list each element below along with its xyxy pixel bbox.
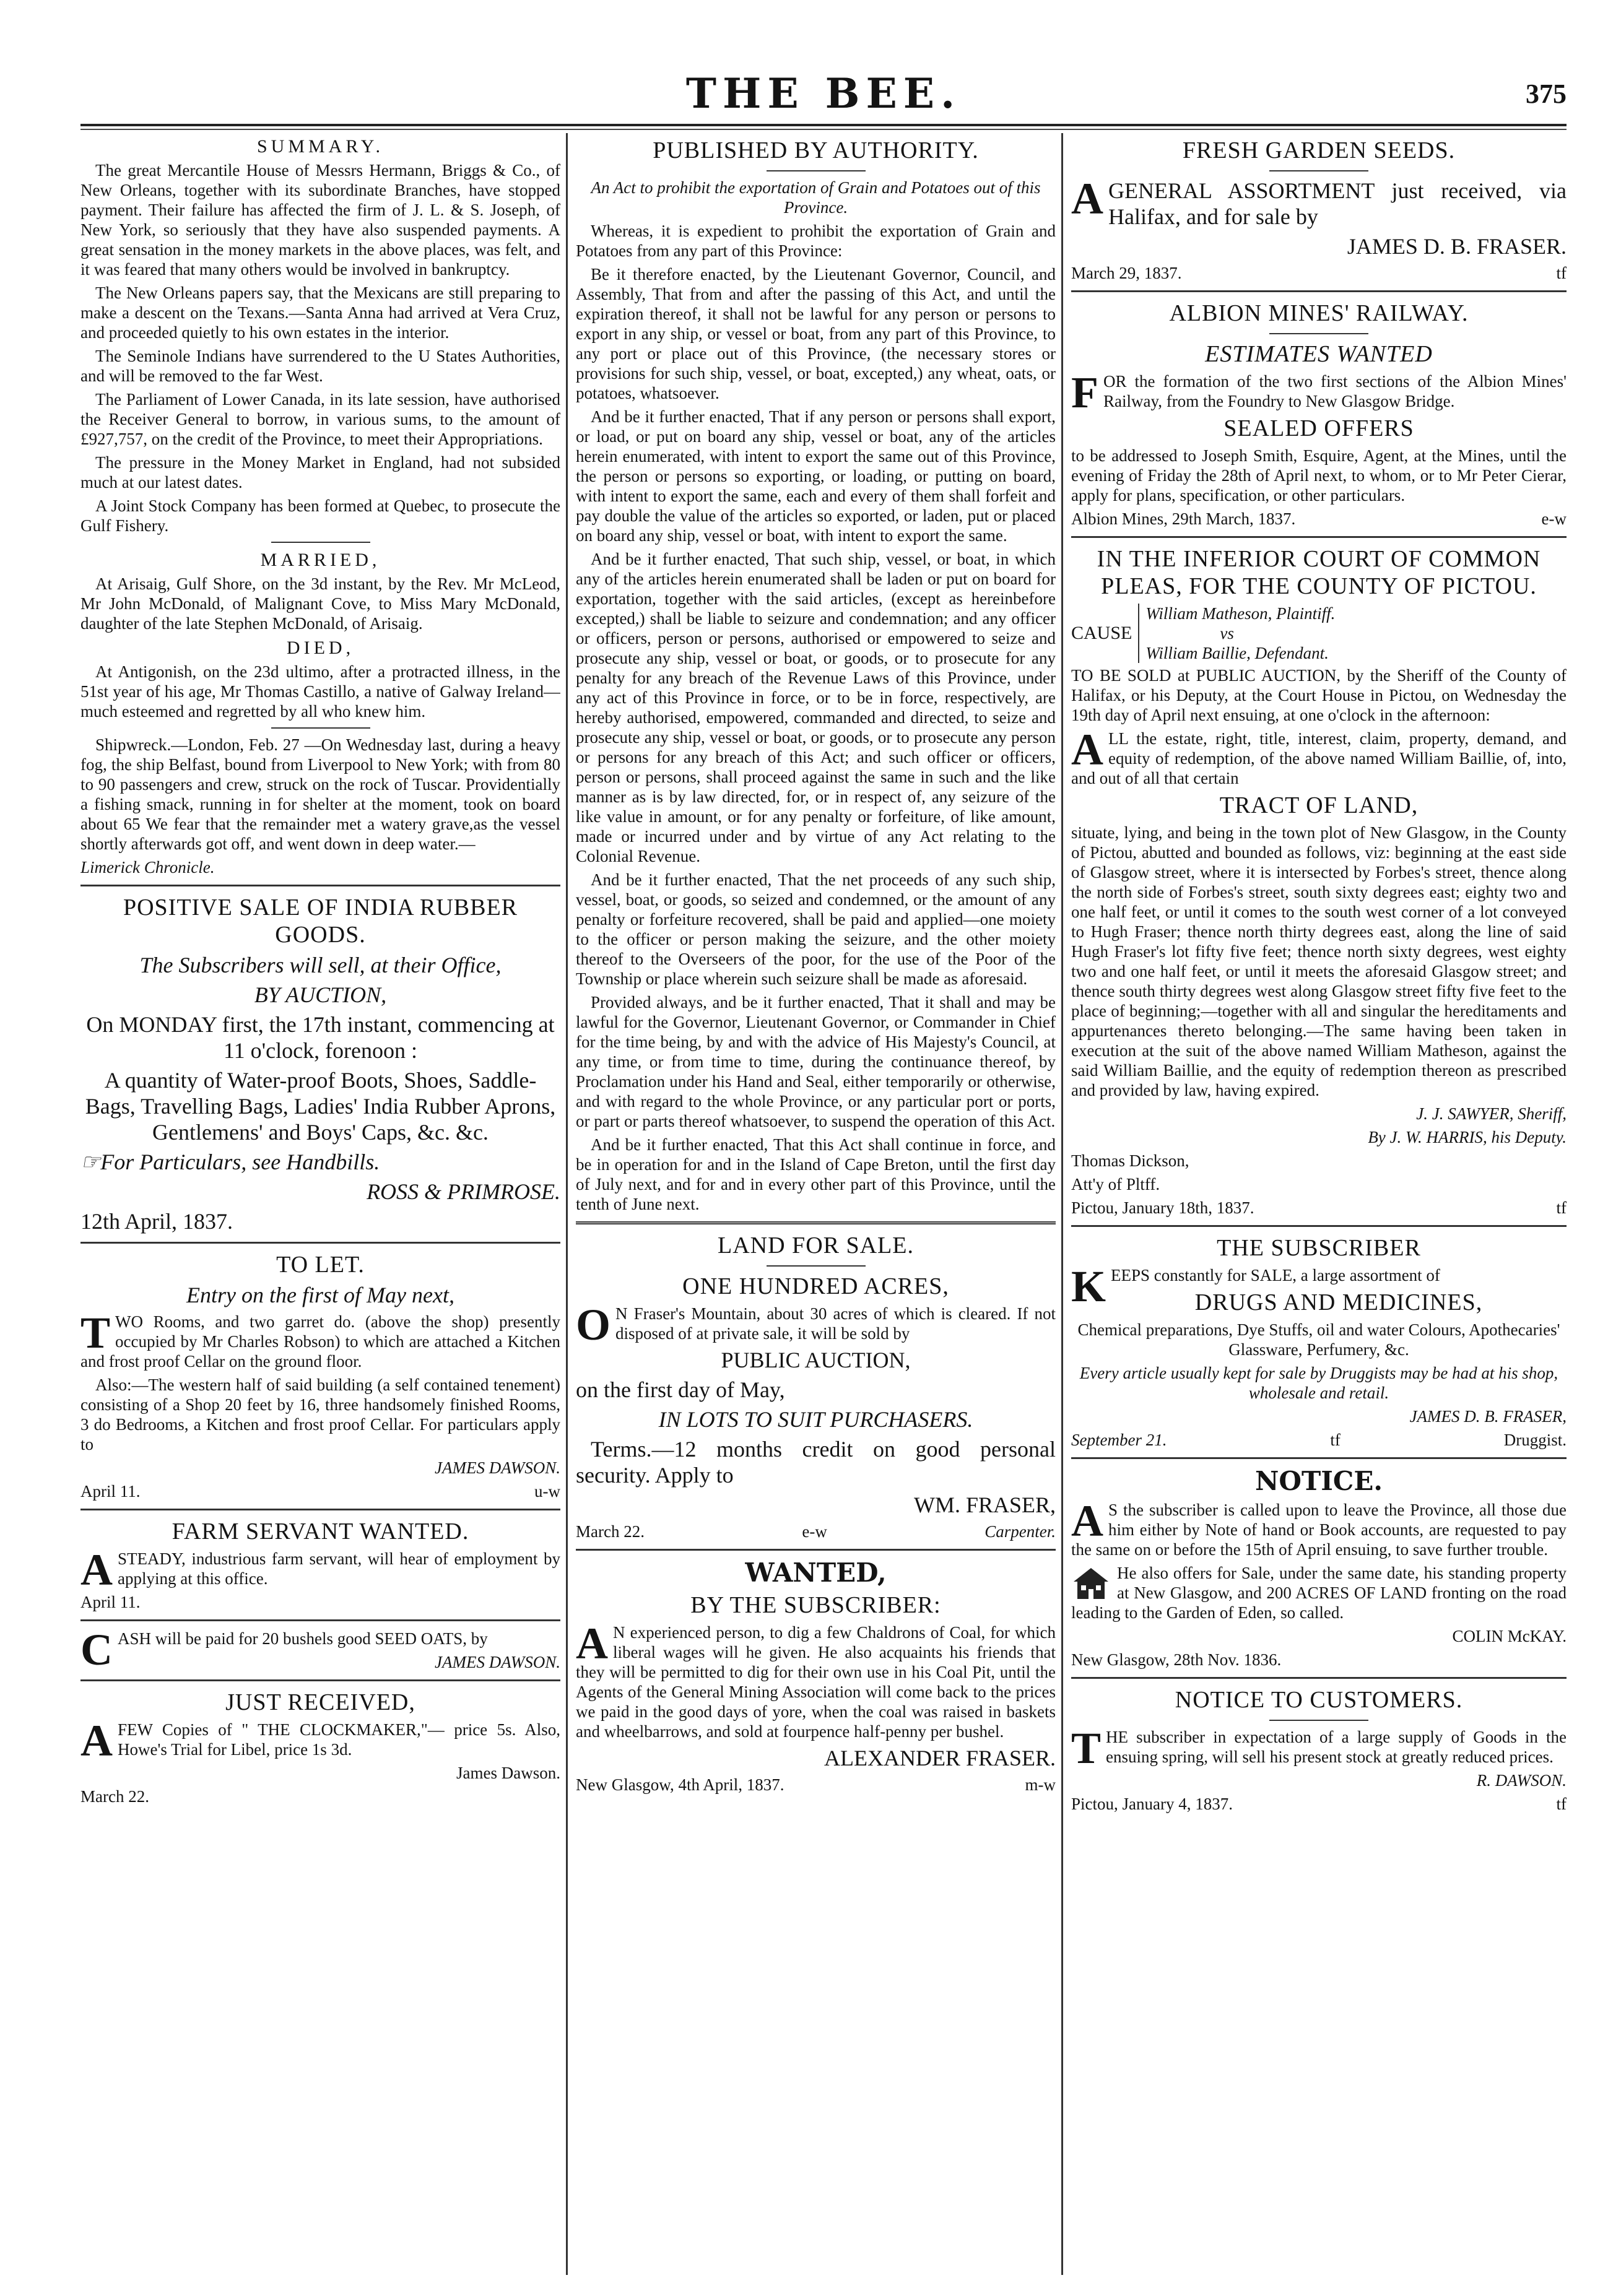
drugs-footer bbox=[1071, 1430, 1567, 1450]
divider bbox=[1269, 170, 1368, 171]
rubber-sale-auction: BY AUCTION, bbox=[254, 982, 387, 1007]
divider bbox=[80, 885, 560, 886]
divider bbox=[1071, 536, 1567, 538]
court-date: Pictou, January 18th, 1837. bbox=[1071, 1198, 1254, 1217]
wanted-body: AN experienced person, to dig a few Chaldrons of Coal, for which liberal wages will he given. He also acquaints his friends that they will be permitted to dig for their own use in his Coal Pit, until the Agents of the General Mining Association will come back to the prices we paid in the good days of yore, when the coal was raised in baskets and wheelbarrows, and sold at fourpence half-penny per bushel. bbox=[576, 1619, 1056, 1741]
to-let-heading: TO LET. bbox=[276, 1252, 365, 1278]
land-sale-footer bbox=[576, 1522, 1056, 1541]
drugs-title: DRUGS AND MEDICINES, bbox=[1194, 1289, 1483, 1315]
attorney-name: Thomas Dickson, bbox=[1071, 1151, 1189, 1170]
drugs-code: tf bbox=[1330, 1431, 1341, 1449]
died-heading: DIED, bbox=[286, 638, 355, 658]
summary-paragraph: The Parliament of Lower Canada, in its late session, have authorised the Receiver General to borrow, in various sums, to the amount of £927,757, on the credit of the Province, to meet their Appropriations. bbox=[80, 390, 560, 448]
customers-date: Pictou, January 4, 1837. bbox=[1071, 1795, 1233, 1813]
act-paragraph: Whereas, it is expedient to prohibit the exportation of Grain and Potatoes from any part of this Province: bbox=[576, 222, 1056, 260]
albion-date: Albion Mines, 29th March, 1837. bbox=[1071, 509, 1296, 528]
cause-block bbox=[1071, 604, 1567, 663]
drugs-every: Every article usually kept for sale by Druggists may be had at his shop, wholesale and retail. bbox=[1079, 1364, 1558, 1402]
wanted-sub: BY THE SUBSCRIBER: bbox=[690, 1592, 941, 1618]
divider bbox=[271, 727, 370, 729]
plaintiff: William Matheson, Plaintiff. bbox=[1145, 604, 1336, 623]
drugs-intro: KEEPS constantly for SALE, a large assortment of bbox=[1071, 1262, 1440, 1311]
summary-paragraph: The New Orleans papers say, that the Mexicans are still preparing to make a descent on the Texans.—Santa Anna had arrived at Vera Cruz, and proceeded quietly to his own estates in the interior. bbox=[80, 284, 560, 342]
court-code: tf bbox=[1556, 1198, 1567, 1217]
notice-heading: NOTICE. bbox=[1255, 1466, 1383, 1496]
to-let-footer bbox=[80, 1481, 560, 1501]
divider bbox=[1071, 1225, 1567, 1227]
divider bbox=[1269, 333, 1368, 334]
divider bbox=[80, 1679, 560, 1681]
court-footer bbox=[1071, 1198, 1567, 1218]
married-heading: MARRIED, bbox=[260, 550, 381, 570]
divider bbox=[80, 1619, 560, 1621]
land-sale-heading: LAND FOR SALE. bbox=[718, 1232, 914, 1258]
rubber-sale-heading: POSITIVE SALE OF INDIA RUBBER GOODS. bbox=[123, 895, 518, 948]
column-3 bbox=[1071, 133, 1567, 2275]
sheriff-signature: J. J. SAWYER, Sheriff, bbox=[1416, 1104, 1567, 1123]
rubber-sale-items: A quantity of Water-proof Boots, Shoes, Saddle-Bags, Travelling Bags, Ladies' India Rubber Aprons, Gentlemens' and Boys' Caps, &c. &c. bbox=[85, 1068, 556, 1145]
albion-footer bbox=[1071, 509, 1567, 529]
act-paragraph: And be it further enacted, That the net proceeds of any such ship, vessel, boat, or goods, so seized and condemned, or the amount of any penalty or forfeiture recovered, shall be paid and applied—one moiety to the officer or person making the seizure, and the other moiety thereof to the Overseers of the poor, for the use of the Poor of the Township or place wherein such seizure shall be made as aforesaid. bbox=[576, 870, 1056, 988]
versus: vs bbox=[1220, 624, 1234, 643]
married-notice: At Arisaig, Gulf Shore, on the 3d instant, by the Rev. Mr McLeod, Mr John McDonald, of Malignant Cove, to Miss Mary McDonald, daughter of the late Stephen McDonald, of Arisaig. bbox=[80, 574, 560, 633]
land-sale-body: ON Fraser's Mountain, about 30 acres of which is cleared. If not disposed of at private sale, it will be sold by bbox=[576, 1300, 1056, 1349]
drugs-body: Chemical preparations, Dye Stuffs, oil and water Colours, Apothecaries' Glassware, Perfumery, &c. bbox=[1077, 1320, 1560, 1359]
divider bbox=[1071, 1457, 1567, 1459]
customers-body: THE subscriber in expectation of a large supply of Goods in the ensuing spring, will sell his present stock at greatly reduced prices. bbox=[1071, 1723, 1567, 1773]
wanted-code: m-w bbox=[1025, 1775, 1056, 1794]
cause-label: CAUSE bbox=[1071, 623, 1132, 643]
land-sale-sub: ONE HUNDRED ACRES, bbox=[682, 1273, 949, 1299]
court-all: ALL the estate, right, title, interest, claim, property, demand, and equity of redemption, of the above named William Baillie, of, into, and out of all that certain bbox=[1071, 725, 1567, 787]
column-divider bbox=[1061, 133, 1063, 2275]
seeds-date: March 29, 1837. bbox=[1071, 264, 1182, 282]
rubber-sale-signature: ROSS & PRIMROSE. bbox=[367, 1179, 560, 1204]
column-2 bbox=[576, 133, 1056, 2275]
seeds-signature: JAMES D. B. FRASER. bbox=[1347, 234, 1567, 259]
shipwreck-source: Limerick Chronicle. bbox=[80, 858, 215, 877]
wanted-footer bbox=[576, 1775, 1056, 1795]
to-let-body: TWO Rooms, and two garret do. (above the shop) presently occupied by Mr Charles Robson) to which are attached a Kitchen and frost proof Cellar on the ground floor. bbox=[80, 1308, 560, 1371]
summary-paragraph: The Seminole Indians have surrendered to the U States Authorities, and will be removed to the far West. bbox=[80, 347, 560, 385]
divider bbox=[80, 1509, 560, 1510]
notice-date: New Glasgow, 28th Nov. 1836. bbox=[1071, 1650, 1282, 1669]
summary-paragraph: A Joint Stock Company has been formed at Quebec, to prosecute the Gulf Fishery. bbox=[80, 496, 560, 535]
seeds-code: tf bbox=[1556, 264, 1567, 282]
customers-code: tf bbox=[1556, 1795, 1567, 1813]
farm-servant-body: ASTEADY, industrious farm servant, will hear of employment by applying at this office. bbox=[80, 1545, 560, 1595]
drugs-date: September 21. bbox=[1071, 1431, 1167, 1449]
masthead bbox=[80, 69, 1567, 128]
farm-servant-date: April 11. bbox=[80, 1593, 141, 1611]
divider bbox=[576, 1221, 1056, 1224]
rubber-sale-when: On MONDAY first, the 17th instant, commencing at 11 o'clock, forenoon : bbox=[86, 1012, 555, 1063]
wanted-heading: WANTED, bbox=[745, 1557, 887, 1588]
to-let-date: April 11. bbox=[80, 1482, 141, 1501]
divider bbox=[767, 1265, 866, 1267]
notice-signature: COLIN McKAY. bbox=[1452, 1627, 1567, 1645]
seeds-heading: FRESH GARDEN SEEDS. bbox=[1182, 137, 1456, 163]
attorney-role: Att'y of Pltff. bbox=[1071, 1175, 1160, 1193]
newspaper-title: THE BEE. bbox=[685, 69, 962, 118]
land-sale-terms: Terms.—12 months credit on good personal security. Apply to bbox=[576, 1437, 1056, 1488]
cause-parties bbox=[1138, 604, 1335, 663]
sealed-offers-body: to be addressed to Joseph Smith, Esquire, Agent, at the Mines, until the evening of Friday the 28th of April next, to whom, or to Mr Peter Cierar, apply for plans, specification, or other particulars. bbox=[1071, 446, 1567, 505]
page-number: 375 bbox=[1526, 79, 1567, 109]
to-let-sub: Entry on the first of May next, bbox=[186, 1283, 454, 1307]
masthead-rule bbox=[80, 124, 1567, 126]
customers-heading: NOTICE TO CUSTOMERS. bbox=[1175, 1687, 1463, 1713]
divider bbox=[271, 542, 370, 543]
cash-signature: JAMES DAWSON. bbox=[435, 1653, 560, 1671]
cash-notice: CASH will be paid for 20 bushels good SEED OATS, by bbox=[80, 1625, 488, 1674]
shipwreck-story: Shipwreck.—London, Feb. 27 —On Wednesday last, during a heavy fog, the ship Belfast, bound from Liverpool to New York; with from 80 to 90 passengers and crew, struck on the rock of Tuscar. Providentially a fishing smack, running in for shelter at the moment, took on board about 65 We fear that the remainder met a watery grave,as the vessel shortly afterwards got off, and went down in deep water.— bbox=[80, 735, 560, 853]
to-let-code: u-w bbox=[534, 1482, 560, 1501]
act-paragraph: And be it further enacted, That such ship, vessel, or boat, in which any of the articles herein enumerated shall be laden or put on board for exportation, together with the said articles, (except as hereinbefore excepted,) shall be liable to seizure and condemnation; and any officer or officers, person or persons, authorised or empowered to seize and prosecute any ship, vessel or boat, or goods, or to prosecute for any penalty for any breach of the Revenue Laws of this Province, under any act of this Province in force, or to be in force, respectively, are hereby authorised, empowered, commanded and directed, to seize and prosecute any ship, vessel or boat, or goods, or to prosecute any person or persons for any breach of this Act; and such officer or officers, person or persons, shall proceed against the same in such and the like manner as is by law directed, for, or in respect of, any seizure of the like value in amount, or for any penalty or forfeiture, of like amount, made or incurred under and by virtue of any Act relating to the Colonial Revenue. bbox=[576, 550, 1056, 865]
wanted-date: New Glasgow, 4th April, 1837. bbox=[576, 1775, 784, 1794]
to-let-signature: JAMES DAWSON. bbox=[435, 1458, 560, 1477]
act-paragraph: And be it further enacted, That this Act shall continue in force, and be in operation for and in the Island of Cape Breton, until the first day of July next, and for and in every other part of this Province, until the tenth of June next. bbox=[576, 1135, 1056, 1213]
rubber-sale-particulars: ☞For Particulars, see Handbills. bbox=[80, 1150, 380, 1174]
seeds-footer bbox=[1071, 263, 1567, 283]
albion-heading: ALBION MINES' RAILWAY. bbox=[1169, 300, 1469, 326]
divider bbox=[767, 170, 866, 171]
column-1 bbox=[80, 133, 560, 2275]
wanted-signature: ALEXANDER FRASER. bbox=[824, 1746, 1056, 1770]
summary-heading: SUMMARY. bbox=[256, 136, 385, 157]
divider bbox=[576, 1549, 1056, 1551]
just-received-body: AFEW Copies of " THE CLOCKMAKER,"— price 5s. Also, Howe's Trial for Libel, price 1s 3d. bbox=[80, 1716, 560, 1765]
defendant: William Baillie, Defendant. bbox=[1145, 644, 1329, 662]
land-sale-signature: WM. FRASER, bbox=[913, 1492, 1056, 1517]
just-received-signature: James Dawson. bbox=[456, 1764, 560, 1782]
divider bbox=[1071, 290, 1567, 292]
seeds-body: AGENERAL ASSORTMENT just received, via Halifax, and for sale by bbox=[1071, 174, 1567, 229]
sealed-offers-heading: SEALED OFFERS bbox=[1223, 415, 1414, 441]
land-sale-code: e-w bbox=[802, 1522, 827, 1541]
tract-heading: TRACT OF LAND, bbox=[1219, 792, 1419, 818]
authority-heading: PUBLISHED BY AUTHORITY. bbox=[653, 137, 979, 163]
customers-footer bbox=[1071, 1794, 1567, 1814]
act-paragraph: Provided always, and be it further enacted, That it shall and may be lawful for the Governor, Lieutenant Governor, or Commander in Chief for the time being, by and with the advice of His Majesty's Council, at any time, or from time to time, during the continuance thereof, by Proclamation under his Hand and Seal, either temporarily or otherwise, and with regard to the whole Province, or any particular port or ports, or part or parts thereof whatsoever, to suspend the operation of this Act. bbox=[576, 993, 1056, 1130]
rubber-sale-sub: The Subscribers will sell, at their Office, bbox=[139, 953, 502, 977]
summary-paragraph: The pressure in the Money Market in England, had not subsided much at our latest dates. bbox=[80, 453, 560, 492]
just-received-heading: JUST RECEIVED, bbox=[225, 1689, 415, 1715]
court-body: TO BE SOLD at PUBLIC AUCTION, by the Sheriff of the County of Halifax, or his Deputy, at the Court House in Pictou, on Wednesday the 19th day of April next ensuing, at one o'clock in the afternoon: bbox=[1071, 666, 1567, 724]
house-icon bbox=[1071, 1566, 1111, 1600]
act-title: An Act to prohibit the exportation of Grain and Potatoes out of this Province. bbox=[591, 178, 1041, 217]
divider bbox=[80, 1242, 560, 1244]
act-paragraph: Be it therefore enacted, by the Lieutenant Governor, Council, and Assembly, That from and after the passing of this Act, and until the expiration thereof, it shall not be lawful for any person or persons to export in any ship, or vessel or boat, from any part of this Province, to any port or place out of this Province, (the necessary stores or provisions for such ship, vessel, or boat, excepted,) any wheat, oats, or potatoes, whatsoever. bbox=[576, 265, 1056, 402]
land-sale-auction: PUBLIC AUCTION, bbox=[721, 1348, 911, 1372]
to-let-also: Also:—The western half of said building (a self contained tenement) consisting of a Shop 20 feet by 16, three handsomely finished Rooms, 3 do Bedrooms, a Kitchen and frost proof Cellar. For particulars apply to bbox=[80, 1375, 560, 1453]
drugs-trade: Druggist. bbox=[1503, 1431, 1567, 1449]
farm-servant-heading: FARM SERVANT WANTED. bbox=[172, 1518, 469, 1544]
tract-body: situate, lying, and being in the town plot of New Glasgow, in the County of Pictou, abutted and bounded as follows, viz: beginning at the east side of Glasgow street, where it is intersected by Forbes's street, thence along the north side of Forbes's street, south sixty degrees east; eighty two and one half feet, or until it comes to the south west corner of a lot conveyed to Hugh Fraser; thence north thirty degrees east, along the line of said Hugh Fraser's lot fifty five feet; thence north sixty degrees, west eighty two and one half feet, or until it meets the aforesaid Glasgow street; and thence south thirty degrees west along Glasgow street fifty five feet to the place of beginning;—together with all and singular the hereditaments and appurtenances thereto belonging.—The same having been taken in execution at the suit of the above named William Matheson, against the said William Baillie, and the equity of redemption thereon as prescribed and provided by law, having expired. bbox=[1071, 823, 1567, 1099]
albion-code: e-w bbox=[1541, 509, 1567, 528]
act-paragraph: And be it further enacted, That if any person or persons shall export, or load, or put on board any ship, vessel or boat, any of the articles herein enumerated, with intent to export the same out of this Province, the person or persons so exporting, or loading, or putting on board, with intent to export the same, each and every of them shall forfeit and pay double the value of the articles so exported, or laden, put or placed on board any ship, vessel or boat, with intent to export the same. bbox=[576, 407, 1056, 545]
court-heading: IN THE INFERIOR COURT OF COMMON PLEAS, FOR THE COUNTY OF PICTOU. bbox=[1097, 546, 1541, 599]
customers-signature: R. DAWSON. bbox=[1476, 1771, 1567, 1790]
died-notice: At Antigonish, on the 23d ultimo, after a protracted illness, in the 51st year of his age, Mr Thomas Castillo, a native of Galway Ireland—much esteemed and regretted by all who knew him. bbox=[80, 662, 560, 721]
rubber-sale-date: 12th April, 1837. bbox=[80, 1209, 233, 1234]
land-sale-date: March 22. bbox=[576, 1522, 645, 1541]
deputy-signature: By J. W. HARRIS, his Deputy. bbox=[1368, 1128, 1567, 1146]
albion-body: FOR the formation of the two first sections of the Albion Mines' Railway, from the Foundry to New Glasgow Bridge. bbox=[1071, 368, 1567, 417]
albion-sub: ESTIMATES WANTED bbox=[1205, 341, 1433, 367]
land-sale-trade: Carpenter. bbox=[984, 1522, 1056, 1541]
masthead-rule-thin bbox=[80, 129, 1567, 130]
divider bbox=[1071, 1677, 1567, 1679]
column-divider bbox=[566, 133, 568, 2275]
notice-sale bbox=[1071, 1563, 1567, 1622]
land-sale-lots: IN LOTS TO SUIT PURCHASERS. bbox=[658, 1407, 973, 1432]
land-sale-when: on the first day of May, bbox=[576, 1377, 785, 1402]
divider bbox=[1269, 1720, 1368, 1721]
drugs-signature: JAMES D. B. FRASER, bbox=[1409, 1407, 1567, 1426]
just-received-date: March 22. bbox=[80, 1787, 149, 1806]
notice-sale-text: He also offers for Sale, under the same date, his standing property at New Glasgow, and 200 ACRES OF LAND fronting on the road leading to the Garden of Eden, so called. bbox=[1071, 1564, 1567, 1622]
notice-body: AS the subscriber is called upon to leave the Province, all those due him either by Note of hand or Book accounts, are requested to pay the same on or before the 15th of April ensuing, to save further trouble. bbox=[1071, 1496, 1567, 1559]
drugs-heading: THE SUBSCRIBER bbox=[1217, 1235, 1421, 1261]
summary-paragraph: The great Mercantile House of Messrs Hermann, Briggs & Co., of New Orleans, together with its subordinate Branches, have stopped payment. Their failure has affected the firm of J. L. & S. Joseph, of New York, so seriously that they have also suspended payments. A great sensation in the money markets in the above places, was felt, and it was feared that many others would be involved in bankruptcy. bbox=[80, 161, 560, 279]
